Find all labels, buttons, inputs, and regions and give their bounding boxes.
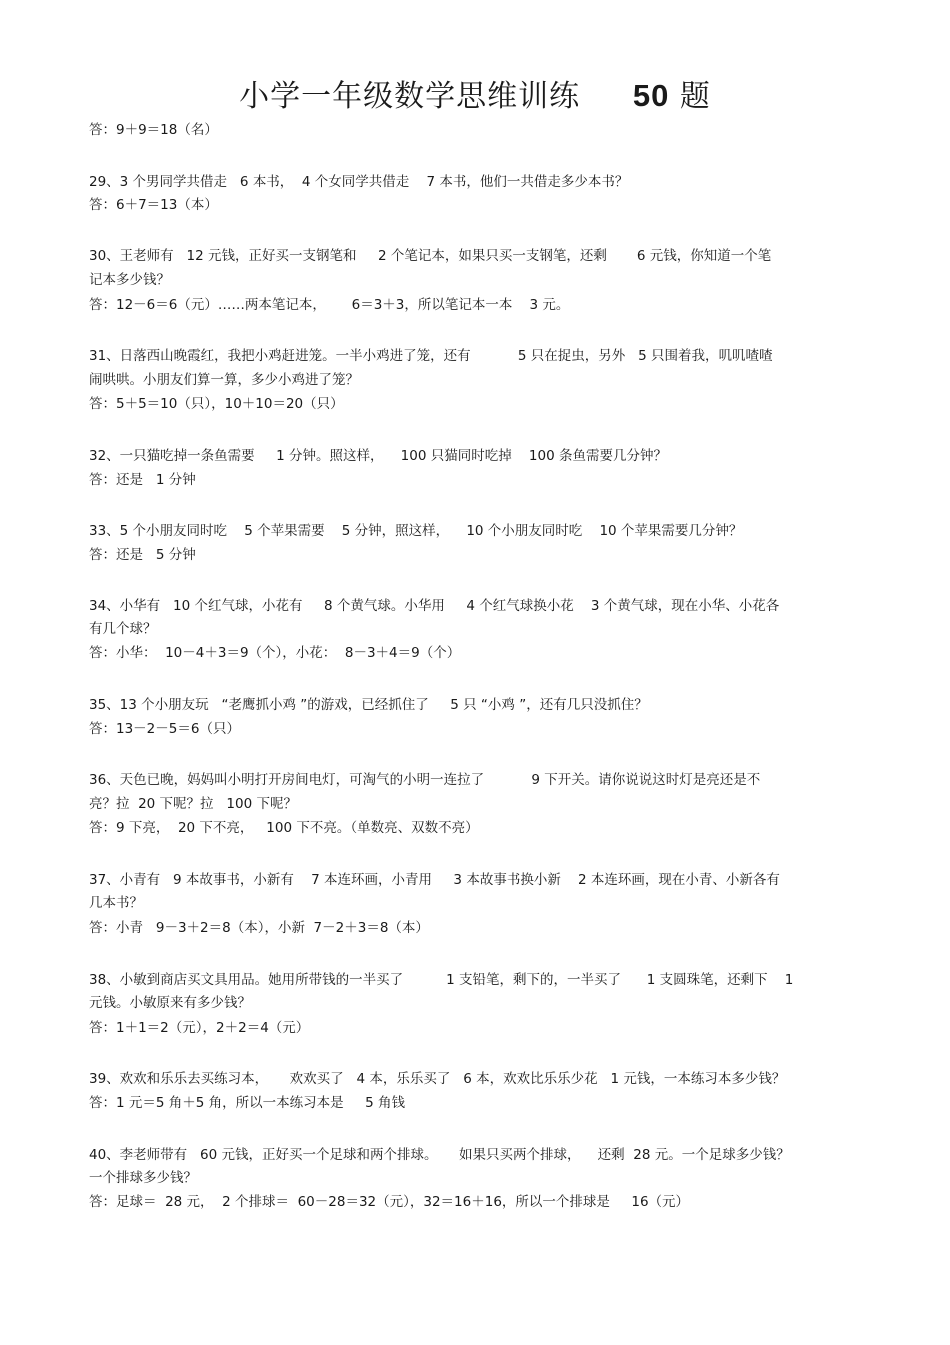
answer-line: 答：足球＝ 28 元， 2 个排球＝ 60－28＝32（元），32＝16＋16，所以一个排球是 16（元） [89,1194,690,1210]
question-line: 37、小青有 9 本故事书，小新有 7 本连环画，小青用 3 本故事书换小新 2 本连环画，现在小青、小新各有 [89,872,780,888]
answer-line: 答：13－2－5＝6（只） [89,721,240,737]
answer-line: 答：12－6＝6（元）……两本笔记本， 6＝3＋3，所以笔记本一本 3 元。 [89,297,570,313]
question-line: 33、5 个小朋友同时吃 5 个苹果需要 5 分钟，照这样， 10 个小朋友同时吃 10 个苹果需要几分钟？ [89,523,743,539]
question-line: 30、王老师有 12 元钱，正好买一支钢笔和 2 个笔记本，如果只买一支钢笔，还剩 6 元钱，你知道一个笔 [89,248,772,264]
title-suffix: 题 [669,79,711,114]
title-text: 小学一年级数学思维训练 [239,79,633,114]
question-line: 一个排球多少钱？ [89,1170,197,1186]
answer-line: 答：1＋1＝2（元），2＋2＝4（元） [89,1020,310,1036]
question-line: 闹哄哄。小朋友们算一算，多少小鸡进了笼？ [89,372,359,388]
answer-line: 答：还是 1 分钟 [89,472,196,488]
question-line: 36、天色已晚，妈妈叫小明打开房间电灯，可淘气的小明一连拉了 9 下开关。请你说说这时灯是亮还是不 [89,772,761,788]
question-line: 32、一只猫吃掉一条鱼需要 1 分钟。照这样， 100 只猫同时吃掉 100 条鱼需要几分钟？ [89,448,667,464]
answer-line: 答：小青 9－3＋2＝8（本），小新 7－2＋3＝8（本） [89,920,429,936]
answer-line: 答：9＋9＝18（名） [89,122,218,138]
answer-line: 答：小华： 10－4＋3＝9（个），小花： 8－3＋4＝9（个） [89,645,461,661]
answer-line: 答：5＋5＝10（只），10＋10＝20（只） [89,396,344,412]
question-line: 亮？拉 20 下呢？拉 100 下呢？ [89,796,297,812]
page-title [0,76,950,117]
answer-line: 答：还是 5 分钟 [89,547,196,563]
question-line: 40、李老师带有 60 元钱，正好买一个足球和两个排球。 如果只买两个排球， 还剩 28 元。一个足球多少钱？ [89,1147,790,1163]
title-number: 50 [632,78,670,113]
answer-line: 答：6＋7＝13（本） [89,197,218,213]
question-line: 几本书？ [89,895,143,911]
question-line: 有几个球？ [89,621,157,637]
question-line: 记本多少钱？ [89,272,170,288]
answer-line: 答：1 元＝5 角＋5 角，所以一本练习本是 5 角钱 [89,1095,405,1111]
question-line: 34、小华有 10 个红气球，小花有 8 个黄气球。小华用 4 个红气球换小花 3 个黄气球，现在小华、小花各 [89,598,780,614]
question-line: 元钱。小敏原来有多少钱？ [89,995,251,1011]
question-line: 38、小敏到商店买文具用品。她用所带钱的一半买了 1 支铅笔，剩下的，一半买了 1 支圆珠笔，还剩下 1 [89,972,794,988]
question-line: 31、日落西山晚霞红，我把小鸡赶进笼。一半小鸡进了笼，还有 5 只在捉虫，另外 5 只围着我，叽叽喳喳 [89,348,773,364]
question-line: 39、欢欢和乐乐去买练习本， 欢欢买了 4 本，乐乐买了 6 本，欢欢比乐乐少花 1 元钱，一本练习本多少钱？ [89,1071,786,1087]
answer-line: 答：9 下亮， 20 下不亮， 100 下不亮。（单数亮、双数不亮） [89,820,479,836]
question-line: 29、3 个男同学共借走 6 本书， 4 个女同学共借走 7 本书，他们一共借走多少本书？ [89,174,629,190]
question-line: 35、13 个小朋友玩 “老鹰抓小鸡 ”的游戏，已经抓住了 5 只 “小鸡 ”，还有几只没抓住？ [89,697,648,713]
